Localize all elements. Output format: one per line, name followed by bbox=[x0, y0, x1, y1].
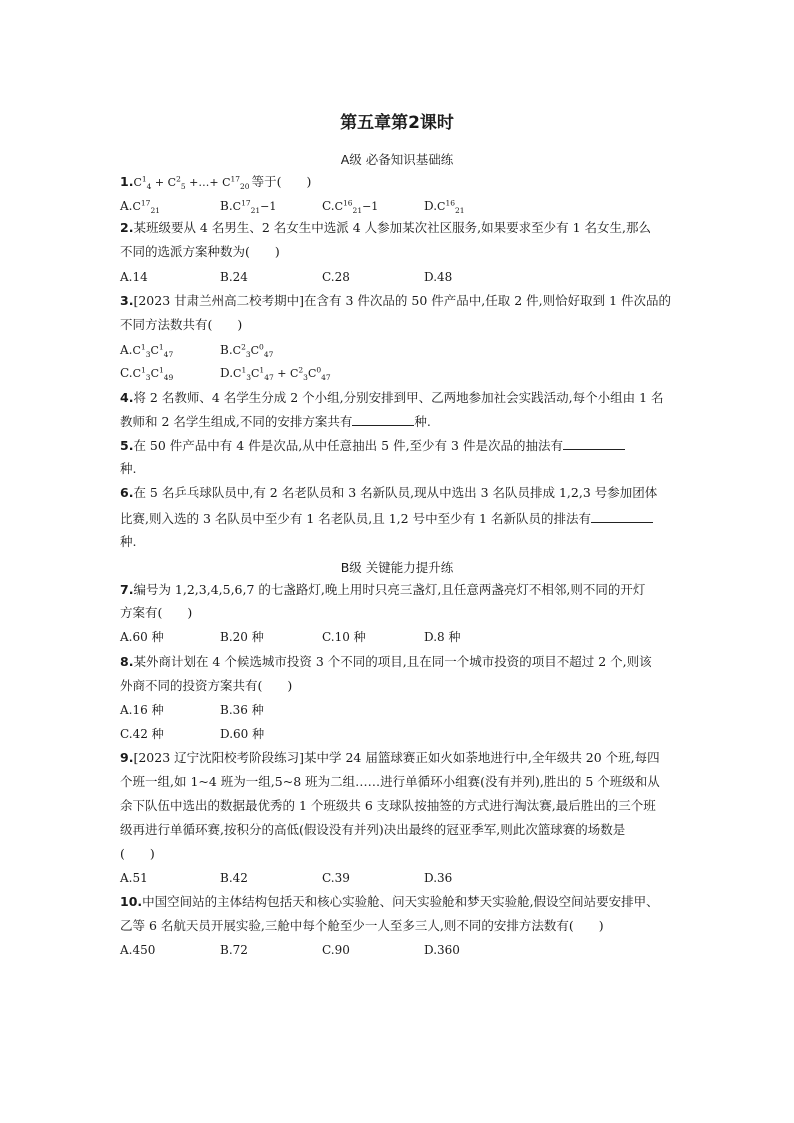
question-number: 1. bbox=[120, 174, 134, 189]
option-d: D.8 种 bbox=[424, 630, 461, 644]
option-c: $C.C^{16}_{21}-1$ bbox=[322, 198, 379, 216]
question-stem-line: ( ) bbox=[120, 846, 155, 861]
option-a: A.51 bbox=[120, 871, 148, 885]
question-8 bbox=[120, 654, 710, 670]
option-c: C.28 bbox=[322, 270, 350, 284]
option-b: $B.C^2_3C^0_{47}$ bbox=[220, 342, 274, 360]
option-b: $B.C^{17}_{21}-1$ bbox=[220, 198, 277, 216]
question-stem-line: 个班一组,如 1~4 班为一组,5~8 班为二组……进行单循环小组赛(没有并列),胜出的 5 个班级和从 bbox=[120, 774, 660, 789]
question-number: 8. bbox=[120, 654, 134, 669]
question-stem: 等于( ) bbox=[251, 174, 312, 189]
question-stem-line: 在 5 名乒乓球队员中,有 2 名老队员和 3 名新队员,现从中选出 3 名队员排成 1,2,3 号参加团体 bbox=[133, 485, 658, 500]
question-stem-line: 外商不同的投资方案共有( ) bbox=[120, 678, 293, 693]
question-stem-line: 不同的选派方案种数为( ) bbox=[120, 244, 280, 259]
question-number: 7. bbox=[120, 582, 134, 597]
option-a: $A.C^{17}_{21}$ bbox=[120, 198, 160, 216]
option-d: D.60 种 bbox=[220, 727, 265, 741]
question-number: 4. bbox=[120, 390, 134, 405]
option-a: A.16 种 bbox=[120, 703, 164, 717]
question-5 bbox=[120, 437, 710, 454]
question-3 bbox=[120, 293, 710, 309]
option-b: B.72 bbox=[220, 943, 248, 957]
question-number: 2. bbox=[120, 220, 134, 235]
option-a: $A.C^1_3C^1_{47}$ bbox=[120, 342, 174, 360]
option-c: $C.C^1_3C^1_{49}$ bbox=[120, 365, 174, 383]
section-a-heading: A级 必备知识基础练 bbox=[340, 152, 454, 167]
question-9 bbox=[120, 750, 710, 766]
question-stem-line: 中国空间站的主体结构包括天和核心实验舱、问天实验舱和梦天实验舱,假设空间站要安排甲、 bbox=[142, 894, 659, 909]
option-b: B.24 bbox=[220, 270, 248, 284]
option-d: D.360 bbox=[424, 943, 460, 957]
question-stem-line: 某班级要从 4 名男生、2 名女生中选派 4 人参加某次社区服务,如果要求至少有 1 名女生,那么 bbox=[133, 220, 652, 235]
option-b: B.42 bbox=[220, 871, 248, 885]
question-stem-line: 级再进行单循环赛,按积分的高低(假设没有并列)决出最终的冠亚季军,则此次篮球赛的场数是 bbox=[120, 822, 626, 837]
answer-blank[interactable] bbox=[591, 510, 653, 523]
option-d: $D.C^1_3C^1_{47} + C^2_3C^0_{47}$ bbox=[220, 365, 331, 383]
question-number: 5. bbox=[120, 438, 134, 453]
option-c: C.42 种 bbox=[120, 727, 164, 741]
question-number: 3. bbox=[120, 293, 134, 308]
question-stem-line: 教师和 2 名学生组成,不同的安排方案共有 种. bbox=[120, 414, 431, 429]
question-6 bbox=[120, 485, 710, 501]
question-2 bbox=[120, 220, 710, 236]
question-stem-line: [2023 辽宁沈阳校考阶段练习]某中学 24 届篮球赛正如火如荼地进行中,全年级共 20 个班,每四 bbox=[133, 750, 660, 765]
question-number: 10. bbox=[120, 894, 143, 909]
question-stem-line: 比赛,则入选的 3 名队员中至少有 1 名老队员,且 1,2 号中至少有 1 名新队员的排法有 bbox=[120, 510, 710, 527]
option-c: C.39 bbox=[322, 871, 350, 885]
option-b: B.20 种 bbox=[220, 630, 264, 644]
option-d: $D.C^{16}_{21}$ bbox=[424, 198, 465, 216]
question-stem-line: 在 50 件产品中有 4 件是次品,从中任意抽出 5 件,至少有 3 件是次品的抽法有 bbox=[133, 438, 563, 453]
question-stem-line: 种. bbox=[120, 534, 137, 549]
question-7 bbox=[120, 582, 710, 598]
question-stem-line: 编号为 1,2,3,4,5,6,7 的七盏路灯,晚上用时只亮三盏灯,且任意两盏亮灯不相邻,则不同的开灯 bbox=[133, 582, 646, 597]
question-10 bbox=[120, 894, 710, 910]
option-a: A.60 种 bbox=[120, 630, 164, 644]
question-stem-line: 方案有( ) bbox=[120, 605, 193, 620]
question-stem-line: 种. bbox=[120, 461, 137, 476]
question-number: 6. bbox=[120, 485, 134, 500]
question-number: 9. bbox=[120, 750, 134, 765]
option-c: C.90 bbox=[322, 943, 350, 957]
answer-blank[interactable] bbox=[352, 413, 414, 426]
option-a: A.450 bbox=[120, 943, 156, 957]
page-title: 第五章第2课时 bbox=[340, 113, 454, 133]
option-d: D.48 bbox=[424, 270, 453, 284]
question-stem-line: 某外商计划在 4 个候选城市投资 3 个不同的项目,且在同一个城市投资的项目不超过 2 个,则该 bbox=[133, 654, 652, 669]
question-1 bbox=[120, 174, 710, 191]
question-stem-line: 不同方法数共有( ) bbox=[120, 317, 243, 332]
question-stem-line: [2023 甘肃兰州高二校考期中]在含有 3 件次品的 50 件产品中,任取 2 件,则恰好取到 1 件次品的 bbox=[133, 293, 671, 308]
option-b: B.36 种 bbox=[220, 703, 264, 717]
question-4 bbox=[120, 390, 710, 406]
question-stem-line: 将 2 名教师、4 名学生分成 2 个小组,分别安排到甲、乙两地参加社会实践活动,每个小组由 1 名 bbox=[133, 390, 664, 405]
option-c: C.10 种 bbox=[322, 630, 366, 644]
answer-blank[interactable] bbox=[563, 437, 625, 450]
question-stem-line: 乙等 6 名航天员开展实验,三舱中每个舱至少一人至多三人,则不同的安排方法数有( ) bbox=[120, 918, 604, 933]
formula-q1-stem: $C^1_4 + C^2_5$ +…+ $C^{17}_{20}$ bbox=[133, 174, 250, 192]
option-a: A.14 bbox=[120, 270, 148, 284]
option-d: D.36 bbox=[424, 871, 453, 885]
question-stem-line: 余下队伍中选出的数据最优秀的 1 个班级共 6 支球队按抽签的方式进行淘汰赛,最后胜出的三个班 bbox=[120, 798, 656, 813]
section-b-heading: B级 关键能力提升练 bbox=[340, 560, 454, 575]
